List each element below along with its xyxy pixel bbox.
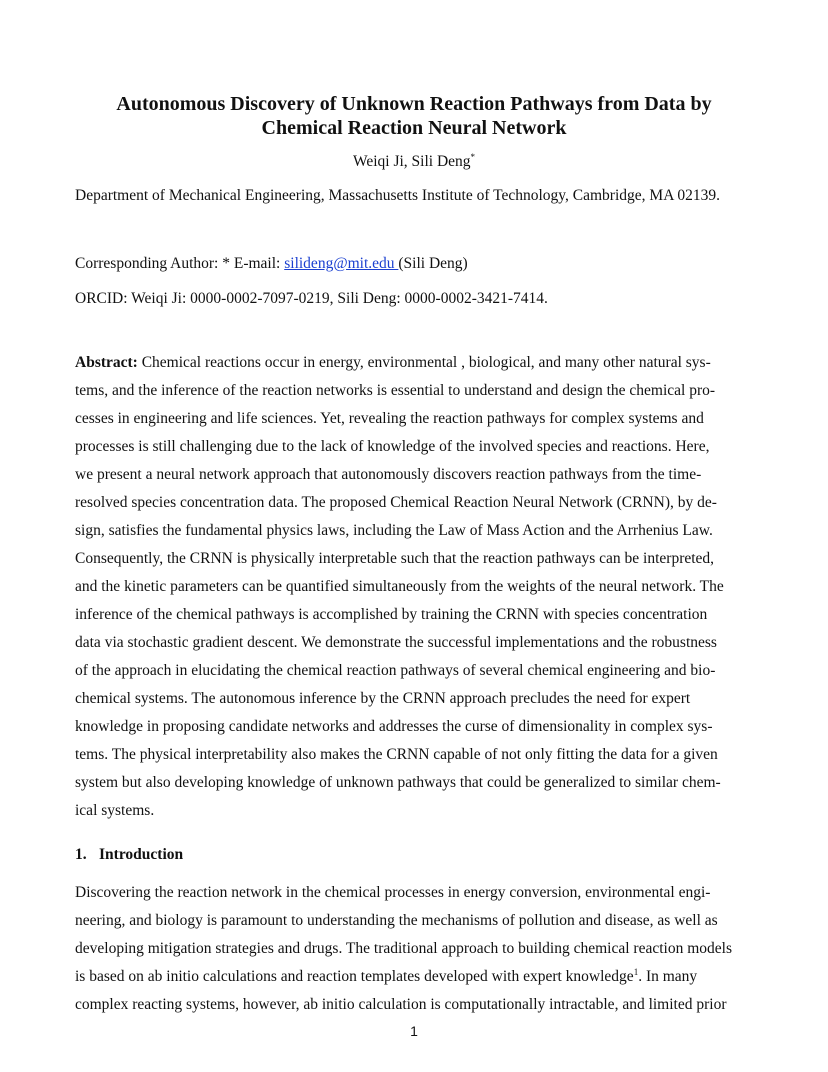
abstract-line: tems, and the inference of the reaction networks is essential to understand and design the chemical pro- — [75, 382, 716, 399]
title-line-1: Autonomous Discovery of Unknown Reaction Pathways from Data by — [116, 93, 712, 115]
body-line: developing mitigation strategies and drugs. The traditional approach to building chemical reaction models — [75, 940, 732, 957]
abstract-line: Chemical reactions occur in energy, environmental , biological, and many other natural sys- — [137, 354, 711, 371]
abstract-line: Consequently, the CRNN is physically interpretable such that the reaction pathways can be interpreted, — [75, 550, 715, 567]
abstract-line: of the approach in elucidating the chemical reaction pathways of several chemical engineering and bio- — [75, 662, 716, 679]
abstract-line: chemical systems. The autonomous inference by the CRNN approach precludes the need for expert — [75, 690, 691, 707]
abstract-line: resolved species concentration data. The proposed Chemical Reaction Neural Network (CRNN), by de- — [75, 494, 717, 511]
abstract-line: system but also developing knowledge of unknown pathways that could be generalized to similar chem- — [75, 774, 721, 791]
title-line-2: Chemical Reaction Neural Network — [261, 117, 567, 139]
corresponding-author-mark: * — [470, 152, 476, 162]
introduction-paragraph — [75, 879, 755, 1019]
abstract — [75, 349, 753, 825]
section-title: Introduction — [99, 846, 184, 863]
affiliation: Department of Mechanical Engineering, Massachusetts Institute of Technology, Cambridge, MA 02139. — [75, 187, 721, 204]
abstract-label: Abstract: — [75, 354, 138, 371]
body-line: complex reacting systems, however, ab initio calculation is computationally intractable, and limited prior — [75, 996, 727, 1013]
abstract-line: sign, satisfies the fundamental physics laws, including the Law of Mass Action and the Arrhenius Law. — [75, 522, 713, 539]
paper-title — [40, 92, 788, 140]
orcid-line: ORCID: Weiqi Ji: 0000-0002-7097-0219, Sili Deng: 0000-0002-3421-7414. — [75, 290, 548, 307]
citation-ref[interactable]: 1 — [633, 967, 639, 977]
author-list — [40, 152, 788, 172]
section-number: 1. — [75, 846, 87, 863]
abstract-line: cesses in engineering and life sciences. Yet, revealing the reaction pathways for complex systems and — [75, 410, 704, 427]
body-line: Discovering the reaction network in the chemical processes in energy conversion, environmental engi- — [75, 884, 711, 901]
abstract-line: inference of the chemical pathways is accomplished by training the CRNN with species concentration — [75, 606, 708, 623]
abstract-line: data via stochastic gradient descent. We demonstrate the successful implementations and the robustness — [75, 634, 717, 651]
abstract-line: and the kinetic parameters can be quantified simultaneously from the weights of the neural network. The — [75, 578, 724, 595]
authors-text: Weiqi Ji, Sili Deng — [352, 153, 471, 170]
body-line-tail: . In many — [638, 968, 698, 985]
corresponding-author — [75, 254, 468, 274]
abstract-line: we present a neural network approach that autonomously discovers reaction pathways from the time- — [75, 466, 702, 483]
email-link[interactable]: silideng@mit.edu — [284, 255, 399, 272]
body-line: is based on ab initio calculations and reaction templates developed with expert knowledge — [75, 968, 634, 985]
body-line: neering, and biology is paramount to understanding the mechanisms of pollution and disease, as well as — [75, 912, 718, 929]
corresponding-prefix: Corresponding Author: * E-mail: — [75, 255, 285, 272]
corresponding-suffix: (Sili Deng) — [398, 255, 468, 272]
abstract-line: ical systems. — [75, 802, 155, 819]
abstract-line: knowledge in proposing candidate networks and addresses the curse of dimensionality in complex sys- — [75, 718, 713, 735]
abstract-line: processes is still challenging due to the lack of knowledge of the involved species and reactions. Here, — [75, 438, 710, 455]
abstract-line: tems. The physical interpretability also makes the CRNN capable of not only fitting the data for a given — [75, 746, 718, 763]
section-heading-introduction — [75, 845, 183, 865]
page-number: 1 — [410, 1023, 418, 1039]
